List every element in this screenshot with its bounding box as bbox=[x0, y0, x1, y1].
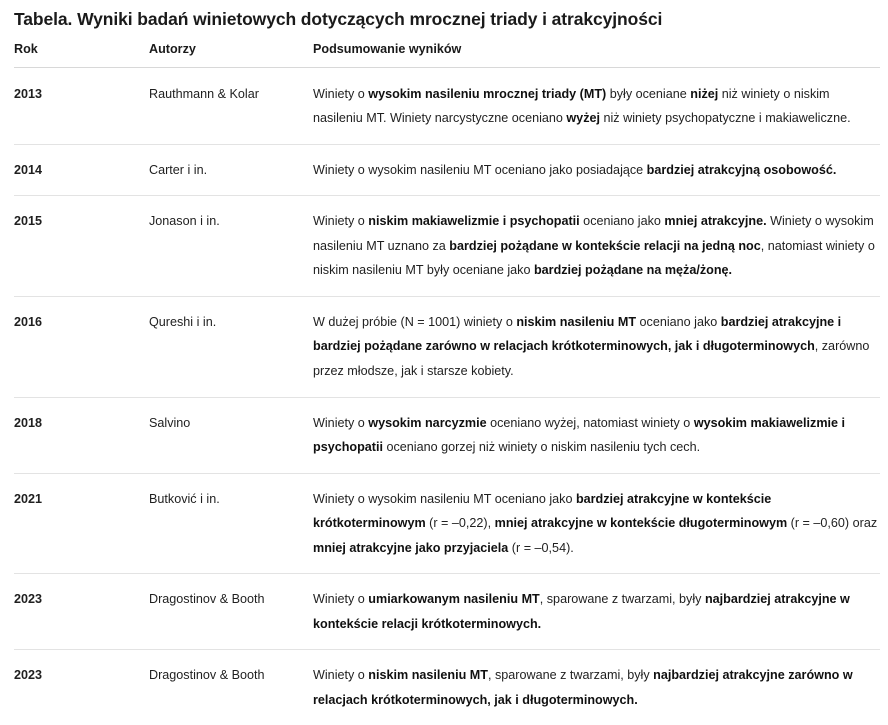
cell-authors: Rauthmann & Kolar bbox=[149, 67, 313, 144]
summary-text: niż winiety psychopatyczne i makiaweliczne. bbox=[600, 111, 851, 126]
table-row bbox=[14, 650, 880, 725]
summary-text: Winiety o wysokim nasileniu MT oceniano jako bbox=[313, 491, 576, 506]
table-row bbox=[14, 574, 880, 650]
summary-text: (r = –0,22), bbox=[425, 516, 495, 531]
column-header-authors: Autorzy bbox=[149, 42, 313, 68]
cell-summary bbox=[313, 574, 880, 650]
cell-summary bbox=[313, 473, 880, 574]
page-title: Tabela. Wyniki badań winietowych dotyczących mrocznej triady i atrakcyjności bbox=[14, 9, 663, 29]
cell-summary bbox=[313, 67, 880, 144]
summary-text: Winiety o bbox=[313, 214, 369, 229]
summary-emphasis: niskim nasileniu MT bbox=[368, 668, 488, 683]
summary-emphasis: najbardziej atrakcyjne zarówno w relacjach krótkoterminowych, jak i długoterminowych. bbox=[313, 668, 853, 707]
cell-year: 2015 bbox=[14, 196, 149, 297]
cell-year: 2013 bbox=[14, 67, 149, 144]
summary-emphasis: bardziej atrakcyjną osobowość. bbox=[646, 162, 837, 177]
summary-emphasis: niskim nasileniu MT bbox=[516, 314, 637, 329]
cell-year: 2023 bbox=[14, 574, 149, 650]
table-row bbox=[14, 67, 880, 144]
summary-text: Winiety o wysokim nasileniu MT uznano za bbox=[313, 214, 874, 253]
cell-year: 2018 bbox=[14, 397, 149, 473]
table-header bbox=[14, 42, 880, 68]
cell-year: 2023 bbox=[14, 668, 43, 683]
summary-emphasis: bardziej atrakcyjne i bardziej pożądane zarówno w relacjach krótkoterminowych, jak i długoterminowych bbox=[313, 314, 842, 354]
cell-summary bbox=[313, 397, 880, 473]
summary-emphasis: bardziej pożądane w kontekście relacji na jedną noc bbox=[449, 238, 761, 253]
summary-text: , natomiast winiety o niskim nasileniu MT były oceniane jako bbox=[313, 238, 875, 278]
summary-emphasis: mniej atrakcyjne w kontekście długoterminowym bbox=[494, 516, 788, 531]
table-body bbox=[14, 67, 880, 725]
summary-emphasis: mniej atrakcyjne jako przyjaciela bbox=[313, 540, 509, 555]
table-row bbox=[14, 296, 880, 397]
summary-text: , sparowane z twarzami, były bbox=[487, 668, 654, 683]
summary-text: , sparowane z twarzami, były bbox=[539, 592, 705, 607]
summary-emphasis: mniej atrakcyjne. bbox=[664, 214, 767, 229]
cell-authors: Qureshi i in. bbox=[149, 296, 313, 397]
summary-text: oceniano gorzej niż winiety o niskim nasileniu tych cech. bbox=[382, 440, 701, 455]
summary-text: (r = –0,54). bbox=[508, 540, 574, 555]
column-header-summary: Podsumowanie wyników bbox=[313, 42, 880, 68]
summary-emphasis: wysokim makiawelizmie i psychopatii bbox=[313, 415, 846, 455]
cell-authors: Carter i in. bbox=[149, 144, 313, 196]
summary-text: Winiety o bbox=[313, 592, 369, 607]
summary-emphasis: niskim makiawelizmie i psychopatii bbox=[368, 214, 580, 229]
cell-year: 2021 bbox=[14, 473, 149, 574]
cell-summary bbox=[313, 650, 880, 725]
table-row bbox=[14, 473, 880, 574]
summary-text: oceniano wyżej, natomiast winiety o bbox=[486, 415, 694, 430]
summary-text: były oceniane bbox=[606, 86, 691, 101]
summary-text: Winiety o bbox=[313, 415, 369, 430]
cell-year: 2014 bbox=[14, 144, 149, 196]
summary-emphasis: bardziej pożądane na męża/żonę. bbox=[533, 263, 733, 278]
summary-emphasis: wyżej bbox=[566, 111, 600, 126]
cell-authors: Butković i in. bbox=[149, 473, 313, 574]
cell-authors: Dragostinov & Booth bbox=[149, 574, 313, 650]
summary-text: Winiety o bbox=[313, 86, 369, 101]
summary-emphasis: niżej bbox=[690, 86, 719, 101]
cell-year: 2016 bbox=[14, 296, 149, 397]
summary-text: (r = –0,60) oraz bbox=[787, 516, 878, 531]
cell-authors: Jonason i in. bbox=[149, 196, 313, 297]
cell-summary bbox=[313, 144, 880, 196]
summary-text: oceniano jako bbox=[636, 314, 721, 329]
summary-text: oceniano jako bbox=[579, 214, 665, 229]
results-table bbox=[14, 42, 880, 725]
summary-emphasis: wysokim narcyzmie bbox=[368, 415, 487, 430]
summary-emphasis: wysokim nasileniu mrocznej triady (MT) bbox=[368, 86, 607, 101]
summary-emphasis: umiarkowanym nasileniu MT bbox=[368, 592, 540, 607]
cell-authors: Salvino bbox=[149, 397, 313, 473]
summary-emphasis: bardziej atrakcyjne w kontekście krótkoterminowym bbox=[313, 491, 772, 531]
table-row bbox=[14, 196, 880, 297]
summary-emphasis: najbardziej atrakcyjne w kontekście relacji krótkoterminowych. bbox=[313, 592, 850, 631]
summary-text: Winiety o wysokim nasileniu MT oceniano jako posiadające bbox=[313, 162, 647, 177]
summary-text: niż winiety o niskim nasileniu MT. Winiety narcystyczne oceniano bbox=[313, 86, 830, 126]
table-header-row bbox=[14, 42, 880, 68]
cell-summary bbox=[313, 296, 880, 397]
summary-text: Winiety o bbox=[313, 668, 369, 683]
table-row bbox=[14, 144, 880, 196]
cell-summary bbox=[313, 196, 880, 297]
table-row bbox=[14, 397, 880, 473]
summary-text: , zarówno przez młodsze, jak i starsze kobiety. bbox=[313, 339, 870, 378]
summary-text: W dużej próbie (N = 1001) winiety o bbox=[313, 314, 517, 329]
cell-authors: Dragostinov & Booth bbox=[149, 668, 265, 683]
column-header-year: Rok bbox=[14, 42, 149, 68]
